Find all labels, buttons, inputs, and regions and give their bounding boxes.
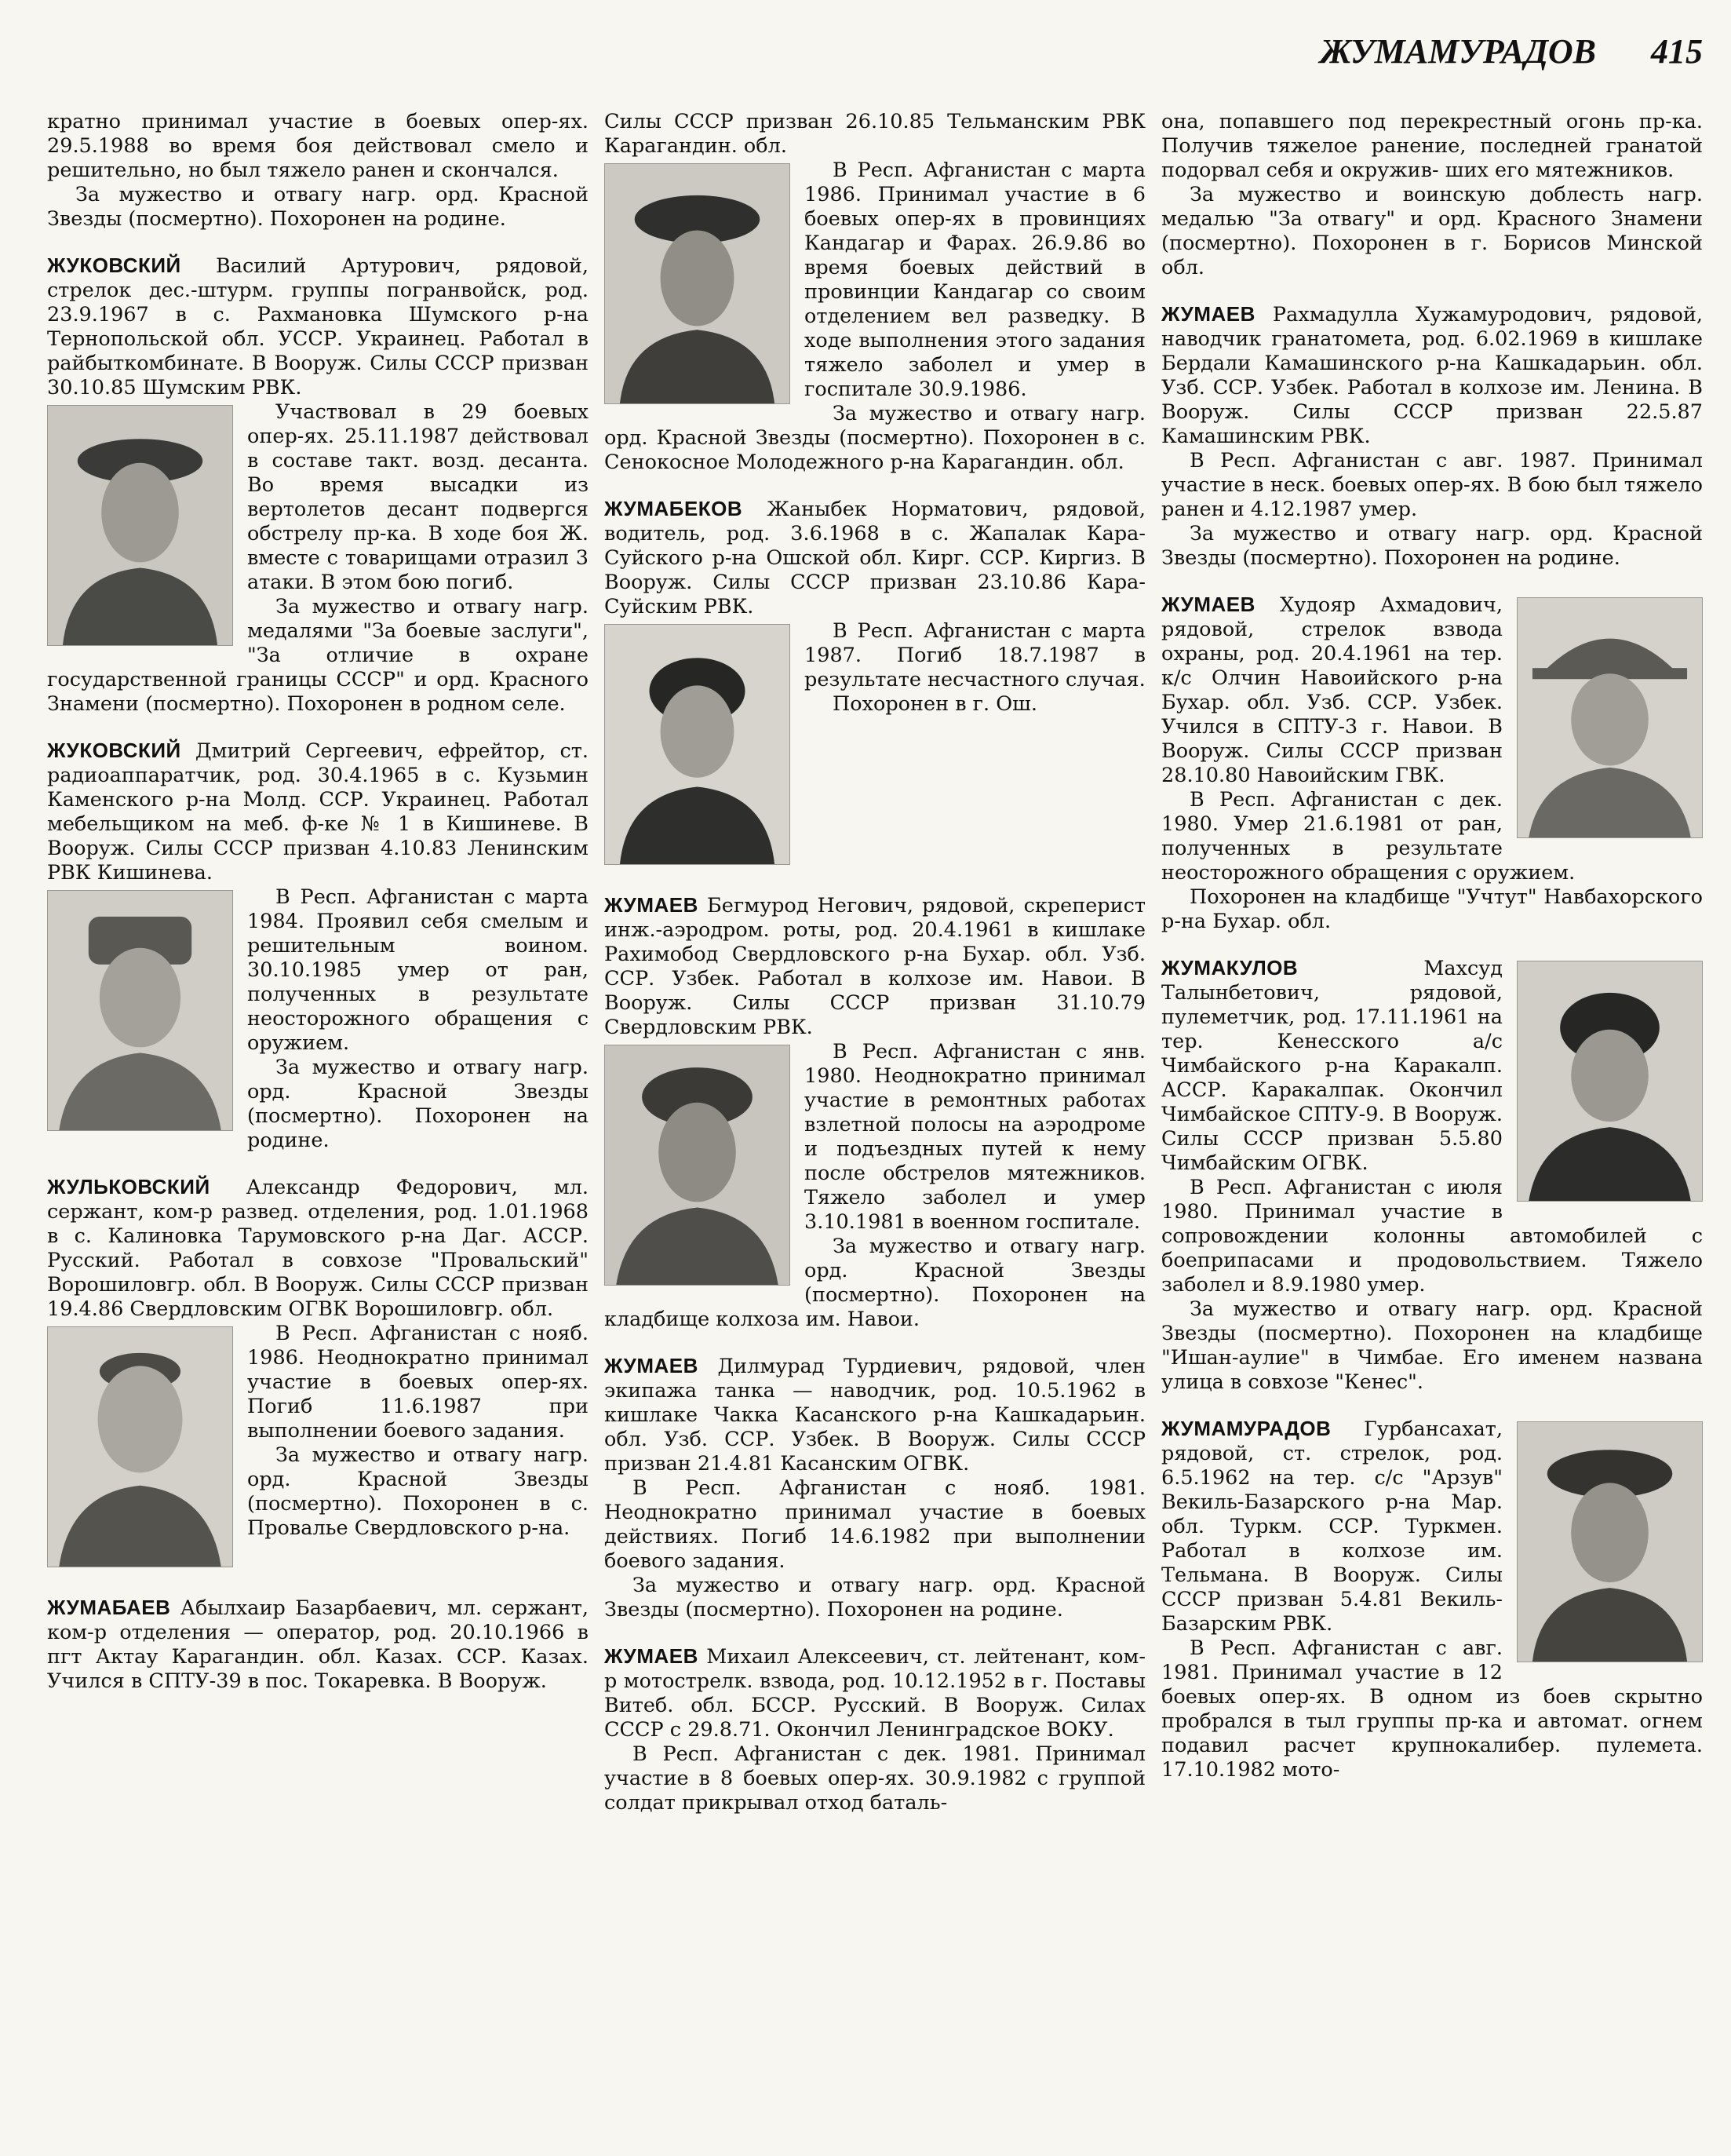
entry-surname: ЖУЛЬКОВСКИЙ [47, 1175, 210, 1198]
entry-paragraph: Похоронен на кладбище "Учтут" Навбахорского р-на Бухар. обл. [1161, 885, 1703, 933]
entry-paragraph: В Респ. Афганистан с дек. 1981. Принимал участие в 8 боевых опер-ях. 30.9.1982 с группой солдат прикрывал отход баталь- [604, 1742, 1146, 1815]
entry-zhukovsky-v [47, 254, 589, 717]
entry-paragraph: В Респ. Афганистан с нояб. 1986. Неоднократно принимал участие в боевых опер-ях. Погиб 11.6.1987 при выполнении боевого задания. [247, 1322, 589, 1443]
entry-paragraph: За мужество и отвагу нагр. орд. Красной Звезды (посмертно). Похоронен в с. Сенокосное Молодежного р-на Карагандин. обл. [604, 402, 1146, 474]
entry-paragraph: В Респ. Афганистан с марта 1984. Проявил себя смелым и решительным воином. 30.10.1985 умер от ран, полученных в результате неосторожного обращения с оружием. [247, 885, 589, 1055]
entry-paragraph: кратно принимал участие в боевых опер-ях. 29.5.1988 во время боя действовал смело и решительно, но был тяжело ранен и скончался. [47, 110, 589, 182]
entry-paragraph: В Респ. Афганистан с марта 1987. Погиб 18.7.1987 в результате несчастного случая. [804, 619, 1146, 691]
entry-lead: Дмитрий Сергеевич, ефрейтор, ст. радиоаппаратчик, род. 30.4.1965 в с. Кузьмин Каменского р-на Молд. ССР. Украинец. Работал мебельщиком на меб. ф-ке № 1 в Кишиневе. В Вооруж. Силы СССР призван 4.10.83 Ленинским РВК Кишинева. [47, 739, 589, 885]
entry-zhumaev-r [1161, 302, 1703, 571]
entry-lead: Михаил Алексеевич, ст. лейтенант, ком-р мотострелк. взвода, род. 10.12.1952 в г. Поставы Витеб. обл. БССР. Русский. В Вооруж. Силах СССР с 29.8.71. Окончил Ленинградское ВОКУ. [604, 1645, 1146, 1742]
portrait-photo-icon [47, 405, 233, 646]
entry-surname: ЖУМАЕВ [1161, 302, 1255, 326]
entry-lead: Худояр Ахмадович, рядовой, стрелок взвода охраны, род. 20.4.1961 на тер. к/с Олчин Навоийского р-на Бухар. обл. Узб. ССР. Узбек. Учился в СПТУ-3 г. Навои. В Вооруж. Силы СССР призван 28.10.80 Навоийским ГВК. [1161, 593, 1503, 787]
entry-zhumakulov [1161, 956, 1703, 1395]
entry-surname: ЖУМАЕВ [604, 1644, 698, 1668]
entry-paragraph: В Респ. Афганистан с авг. 1987. Принимал участие в неск. боевых опер-ях. В бою был тяжело ранен и 4.12.1987 умер. [1161, 449, 1703, 521]
portrait-photo-icon [604, 1045, 790, 1286]
portrait-photo-icon [1517, 597, 1703, 838]
entry-surname: ЖУМАМУРАДОВ [1161, 1417, 1332, 1440]
running-title: ЖУМАМУРАДОВ [1320, 32, 1596, 71]
entry-continuation [604, 110, 1146, 475]
entry-paragraph: За мужество и отвагу нагр. орд. Красной Звезды (посмертно). Похоронен на родине. [47, 183, 589, 231]
entry-surname: ЖУМАБАЕВ [47, 1596, 171, 1619]
entry-lead: Жаныбек Норматович, рядовой, водитель, род. 3.6.1968 в с. Жапалак Кара-Суйского р-на Ошской обл. Кирг. ССР. Киргиз. В Вооруж. Силы СССР призван 23.10.86 Кара-Суйским РВК. [604, 498, 1146, 618]
entry-surname: ЖУМАБЕКОВ [604, 497, 743, 520]
entry-lead: Василий Артурович, рядовой, стрелок дес.-штурм. группы погранвойск, род. 23.9.1967 в с. Рахмановка Шумского р-на Тернопольской обл. УССР. Украинец. Работал в райбыткомбинате. В Вооруж. Силы СССР призван 30.10.85 Шумским РВК. [47, 254, 589, 399]
entry-zhulkovsky [47, 1175, 589, 1574]
entry-surname: ЖУКОВСКИЙ [47, 739, 181, 762]
entry-paragraph: За мужество и отвагу нагр. орд. Красной Звезды (посмертно). Похоронен на родине. [247, 1056, 589, 1152]
entry-surname: ЖУМАЕВ [604, 893, 698, 917]
entry-lead: Рахмадулла Хужамуродович, рядовой, наводчик гранатомета, род. 6.02.1969 в кишлаке Бердали Камашинского р-на Кашкадарьин. обл. Узб. ССР. Узбек. Работал в колхозе им. Ленина. В Вооруж. Силы СССР призван 22.5.87 Камашинским РВК. [1161, 303, 1704, 448]
entry-paragraph: За мужество и отвагу нагр. орд. Красной Звезды (посмертно). Похоронен на родине. [604, 1574, 1146, 1622]
entry-paragraph: В Респ. Афганистан с дек. 1980. Умер 21.6.1981 от ран, полученных в результате неосторожного обращения с оружием. [1161, 788, 1576, 885]
entry-paragraph: За мужество и отвагу нагр. медалями "За боевые заслуги", "За отличие в охране государственной границы СССР" и орд. Красного Знамени (посмертно). Похоронен в родном селе. [47, 595, 589, 716]
entry-zhumabekov [604, 497, 1146, 871]
portrait-photo-icon [47, 890, 233, 1131]
entry-lead: Абылхаир Базарбаевич, мл. сержант, ком-р отделения — оператор, род. 20.10.1966 в пгт Актау Карагандин. обл. Казах. ССР. Казах. Учился в СПТУ-39 в пос. Токаревка. В Вооруж. [47, 1596, 589, 1693]
entry-paragraph: В Респ. Афганистан с марта 1986. Принимал участие в 6 боевых опер-ях в провинциях Кандагар и Фарах. 26.9.86 во время боевых действий в провинции Кандагар со своим отделением вел разведку. В ходе выполнения этого задания тяжело заболел и умер в госпитале 30.9.1986. [804, 159, 1146, 401]
entry-paragraph: За мужество и отвагу нагр. орд. Красной Звезды (посмертно). Похоронен на кладбище колхоза им. Навои. [604, 1235, 1146, 1331]
column-1 [47, 110, 589, 1716]
entry-lead: Александр Федорович, мл. сержант, ком-р развед. отделения, род. 1.01.1968 в с. Калиновка Тарумовского р-на Даг. АССР. Русский. Работал в совхозе "Провальский" Ворошиловгр. обл. В Вооруж. Силы СССР призван 19.4.86 Свердловским ОГВК Ворошиловгр. обл. [47, 1176, 589, 1321]
entry-zhumaev-d [604, 1354, 1146, 1622]
entry-zhumabaev [47, 1596, 589, 1694]
entry-zhumaev-kh [1161, 593, 1703, 934]
portrait-photo-icon [47, 1326, 233, 1567]
entry-paragraph: За мужество и отвагу нагр. орд. Красной Звезды (посмертно). Похоронен на кладбище "Ишан-аулие" в Чимбае. Его именем названа улица в совхозе "Кенес". [1161, 1297, 1703, 1394]
portrait-photo-icon [604, 163, 790, 404]
entry-paragraph: В Респ. Афганистан с июля 1980. Принимал участие в сопровождении колонны автомобилей с боеприпасами и продовольствием. Тяжело заболел и 8.9.1980 умер. [1161, 1176, 1703, 1297]
column-2 [604, 110, 1146, 1837]
entry-paragraph: Силы СССР призван 26.10.85 Тельманским РВК Карагандин. обл. [604, 110, 1146, 158]
entry-lead: Дилмурад Турдиевич, рядовой, член экипажа танка — наводчик, род. 10.5.1962 в кишлаке Чакка Касанского р-на Кашкадарьин. обл. Узб. ССР. Узбек. В Вооруж. Силы СССР призван 21.4.81 Касанским ОГВК. [604, 1355, 1146, 1476]
entry-paragraph: В Респ. Афганистан с янв. 1980. Неоднократно принимал участие в ремонтных работах взлетной полосы на аэродроме и подъездных путей к нему после обстрелов мятежников. Тяжело заболел и умер 3.10.1981 в военном госпитале. [804, 1040, 1146, 1234]
entry-paragraph: За мужество и отвагу нагр. орд. Красной Звезды (посмертно). Похоронен в с. Провалье Свердловского р-на. [247, 1443, 589, 1540]
entry-zhumamuradov [1161, 1417, 1703, 1782]
entry-paragraph: В Респ. Афганистан с нояб. 1981. Неоднократно принимал участие в боевых действиях. Погиб 14.6.1982 при выполнении боевого задания. [604, 1476, 1146, 1573]
entry-lead: Бегмурод Негович, рядовой, скреперист инж.-аэродром. роты, род. 20.4.1961 в кишлаке Рахимобод Свердловского р-на Бухар. обл. Узб. ССР. Узбек. Работал в колхозе им. Навои. В Вооруж. Силы СССР призван 31.10.79 Свердловским РВК. [604, 894, 1146, 1039]
entry-paragraph: За мужество и воинскую доблесть нагр. медалью "За отвагу" и орд. Красного Знамени (посмертно). Похоронен в г. Борисов Минской обл. [1161, 183, 1703, 279]
entry-surname: ЖУМАЕВ [1161, 593, 1255, 616]
entry-lead: Махсуд Талынбетович, рядовой, пулеметчик, род. 17.11.1961 на тер. Кенесского а/с Чимбайского р-на Каракалп. АССР. Каракалпак. Окончил Чимбайское СПТУ-9. В Вооруж. Силы СССР призван 5.5.80 Чимбайским ОГВК. [1161, 957, 1503, 1175]
entry-lead: Гурбансахат, рядовой, ст. стрелок, род. 6.5.1962 на тер. с/с "Арзув" Векиль-Базарского р-на Мар. обл. Туркм. ССР. Туркмен. Работал в колхозе им. Тельмана. В Вооруж. Силы СССР призван 5.4.81 Векиль-Базарским РВК. [1161, 1417, 1503, 1636]
entry-paragraph: За мужество и отвагу нагр. орд. Красной Звезды (посмертно). Похоронен на родине. [1161, 522, 1703, 570]
portrait-photo-icon [1517, 1421, 1703, 1662]
entry-zhukovsky-d [47, 739, 589, 1153]
entry-surname: ЖУМАЕВ [604, 1354, 698, 1377]
entry-paragraph: она, попавшего под перекрестный огонь пр-ка. Получив тяжелое ранение, последней гранатой подорвал себя и окружив- ших его мятежников. [1161, 110, 1703, 182]
entry-surname: ЖУКОВСКИЙ [47, 254, 181, 277]
portrait-photo-icon [1517, 961, 1703, 1202]
entry-zhumaev-m [604, 1644, 1146, 1815]
entry-paragraph: Участвовал в 29 боевых опер-ях. 25.11.1987 действовал в составе такт. возд. десанта. Во время высадки из вертолетов десант подвергся обстрелу пр-ка. В ходе боя Ж. вместе с товарищами отразил 3 атаки. В этом бою погиб. [247, 400, 589, 594]
entry-continuation [1161, 110, 1703, 280]
entry-surname: ЖУМАКУЛОВ [1161, 956, 1299, 980]
entry-continuation [47, 110, 589, 232]
entry-zhumaev-b [604, 893, 1146, 1332]
column-3 [1161, 110, 1703, 1804]
portrait-photo-icon [604, 624, 790, 865]
entry-paragraph: В Респ. Афганистан с авг. 1981. Принимал участие в 12 боевых опер-ях. В одном из боев скрытно пробрался в тыл группы пр-ка и автомат. огнем подавил расчет крупнокалибер. пулемета. 17.10.1982 мото- [1161, 1636, 1703, 1782]
entry-paragraph: Похоронен в г. Ош. [833, 692, 1037, 716]
running-header [1248, 31, 1703, 78]
page-number: 415 [1651, 32, 1703, 71]
